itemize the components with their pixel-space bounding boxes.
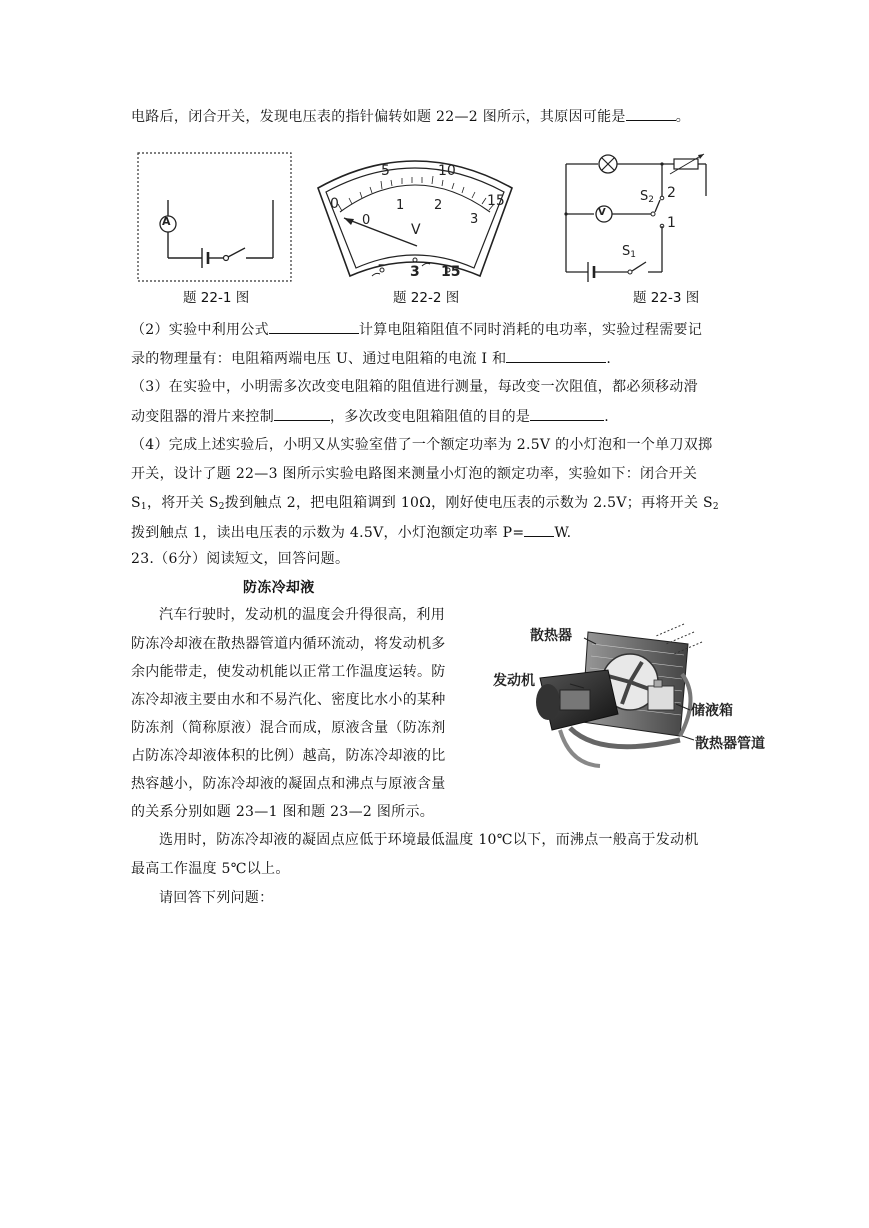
text: S [131,495,141,511]
contact-1-label: 1 [667,215,676,231]
power-blank[interactable] [524,522,554,537]
text: . [604,409,609,425]
subscript: 2 [218,502,225,512]
figure-22-3-circuit [558,148,723,283]
para1-line: 占防冻冷却液体积的比例）越高，防冻冷却液的比 [131,748,446,764]
radiator-label: 散热器 [530,628,572,644]
contact-2-label: 2 [667,185,676,201]
text: 动变阻器的滑片来控制 [131,409,274,425]
q22-part4-line1: （4）完成上述实验后，小明又从实验室借了一个额定功率为 2.5V 的小灯泡和一个单刀双掷 [131,437,713,453]
text: 拨到触点 1，读出电压表的示数为 4.5V，小灯泡额定功率 P= [131,525,525,541]
meter-bottom-tick-0: 0 [362,213,371,228]
text: S [640,189,649,204]
voltmeter-symbol: V [598,207,606,218]
para1-line: 冻冷却液主要由水和不易汽化、密度比水小的某种 [131,692,446,708]
text: S [622,244,631,259]
text: . [606,351,612,367]
para1-line: 余内能带走，使发动机能以正常工作温度运转。防 [131,664,446,680]
text: W. [554,525,572,541]
text: （2）实验中利用公式 [131,322,269,338]
subscript: 1 [140,502,147,512]
control-blank[interactable] [274,406,330,421]
meter-top-tick-5: 5 [381,163,390,179]
para1-line: 热容越小，防冻冷却液的凝固点和沸点与原液含量 [131,776,446,792]
meter-top-tick-0: 0 [330,196,339,212]
text: 录的物理量有：电阻箱两端电压 U、通过电阻箱的电流 I 和 [131,351,507,367]
para1-line: 防冻剂（简称原液）混合而成，原液含量（防冻剂 [131,720,446,736]
figure-22-2-caption: 题 22-2 图 [393,290,460,306]
text: ，多次改变电阻箱阻值的目的是 [330,409,531,425]
figure-22-3-caption: 题 22-3 图 [633,290,700,306]
q23-intro: 23.（6分）阅读短文，回答问题。 [131,551,350,567]
para1-line: 汽车行驶时，发动机的温度会升得很高，利用 [159,607,445,623]
para3: 请回答下列问题： [159,890,274,906]
switch-s1-label [622,244,636,260]
meter-bottom-tick-2: 2 [434,198,443,213]
meter-bottom-tick-3: 3 [470,212,479,227]
engine-label: 发动机 [493,673,535,689]
purpose-blank[interactable] [530,406,604,421]
meter-terminal-3: 3 [410,264,420,280]
meter-unit: V [411,222,421,238]
meter-terminal-minus: – [378,258,385,273]
q22-part2-line1 [131,319,702,340]
figure-22-1-circuit [135,150,295,285]
quantity-blank[interactable] [506,348,606,363]
q22-part2-line2 [131,348,611,369]
text: ，将开关 S [146,495,219,511]
meter-top-tick-15: 15 [487,193,505,209]
subscript: 2 [648,195,654,205]
para2-line1: 选用时，防冻冷却液的凝固点应低于环境最低温度 10℃以下，而沸点一般高于发动机 [159,832,699,848]
subscript: 1 [630,250,636,260]
para2-line2: 最高工作温度 5℃以上。 [131,861,290,877]
q22-part4-line2: 开关，设计了题 22—3 图所示实验电路图来测量小灯泡的额定功率，实验如下：闭合开关 [131,466,698,482]
switch-s2-label [640,189,654,205]
formula-blank[interactable] [269,319,359,334]
para1-line: 的关系分别如题 23—1 图和题 23—2 图所示。 [131,804,435,820]
text: 拨到触点 2，把电阻箱调到 10Ω，刚好使电压表的示数为 2.5V；再将开关 S [224,495,713,511]
tank-label: 储液箱 [691,703,733,719]
figure-22-1-caption: 题 22-1 图 [183,290,250,306]
q22-part3-line1: （3）在实验中，小明需多次改变电阻箱的阻值进行测量，每改变一次阻值，都必须移动滑 [131,379,698,395]
meter-terminal-15: 15 [441,264,461,280]
answer-blank[interactable] [626,106,676,121]
article-title: 防冻冷却液 [243,580,315,596]
ammeter-symbol: A [162,215,171,228]
radiator-pipe-label: 散热器管道 [695,736,765,752]
text: 计算电阻箱阻值不同时消耗的电功率，实验过程需要记 [358,322,703,338]
q22-line0 [131,106,690,127]
subscript: 2 [712,502,719,512]
text: 。 [675,109,691,125]
q22-part4-line4 [131,522,571,543]
meter-bottom-tick-1: 1 [396,198,405,213]
para1-line: 防冻冷却液在散热器管道内循环流动，将发动机多 [131,636,446,652]
q22-part4-line3 [131,493,719,517]
text: 电路后，闭合开关，发现电压表的指针偏转如题 22—2 图所示，其原因可能是 [131,109,626,125]
meter-top-tick-10: 10 [438,163,456,179]
q22-part3-line2 [131,406,609,427]
